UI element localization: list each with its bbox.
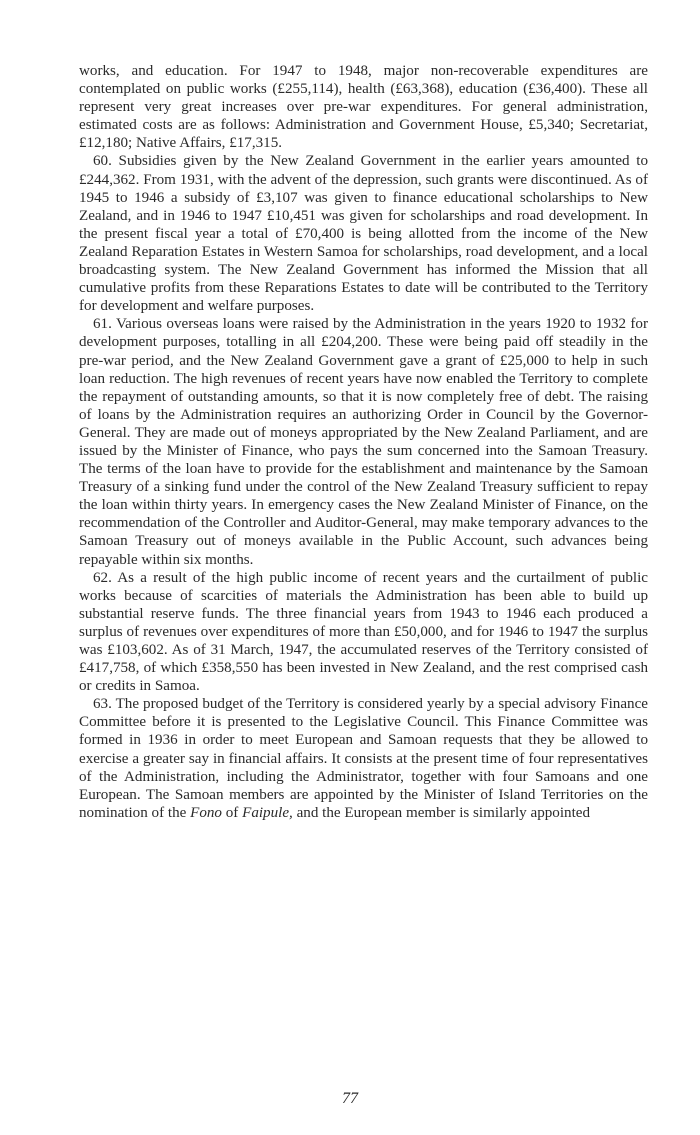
- paragraph-63-text: 63. The proposed budget of the Territory is considered yearly by a special advisory Finance Committee before it is presented to the Legislative Council. This Finance Committee was formed in 1936 in order to meet European and Samoan requests that they be allowed to exercise a greater say in financial affairs. It consists at the present time of four representatives of the Administration, including the Administrator, together with four Samoans and one European. The Samoan members are appointed by the Minister of Island Territories on the nomination of the: [79, 696, 648, 821]
- page-number: 77: [342, 1090, 358, 1107]
- paragraph-63: [79, 695, 648, 822]
- paragraph-60: 60. Subsidies given by the New Zealand Government in the earlier years amounted to £244,362. From 1931, with the advent of the depression, such grants were discontinued. As of 1945 to 1946 a subsidy of £3,107 was given to finance educational scholarships to New Zealand, and in 1946 to 1947 £10,451 was given for scholarships and road development. In the present fiscal year a total of £70,400 is being allotted from the income of the New Zealand Reparation Estates in Western Samoa for scholarships, road development, and a local broadcasting system. The New Zealand Government has informed the Mission that all cumulative profits from these Reparations Estates to date will be contributed to the Territory for development and welfare purposes.: [79, 153, 648, 315]
- paragraph-62: 62. As a result of the high public income of recent years and the curtailment of public works because of scarcities of materials the Administration has been able to build up substantial reserve funds. The three financial years from 1943 to 1946 each produced a surplus of revenues over expenditures of more than £50,000, and for 1946 to 1947 the surplus was £103,602. As of 31 March, 1947, the accumulated reserves of the Territory consisted of £417,758, of which £358,550 has been invested in New Zealand, and the rest comprised cash or credits in Samoa.: [79, 569, 648, 695]
- paragraph-63-of: of: [221, 804, 243, 821]
- paragraph-continuation: works, and education. For 1947 to 1948, major non-recoverable expenditures are contemplated on public works (£255,114), health (£63,368), education (£36,400). These all represent very great increases over pre-war expenditures. For general administration, estimated costs are as follows: Administration and Government House, £5,340; Secretariat, £12,180; Native Affairs, £17,315.: [79, 63, 648, 152]
- term-fono: Fono: [190, 804, 222, 821]
- term-faipule: Faipule,: [242, 804, 293, 821]
- paragraph-63-end: and the European member is similarly appointed: [292, 804, 591, 821]
- page-body: [79, 62, 648, 822]
- paragraph-61: 61. Various overseas loans were raised by the Administration in the years 1920 to 1932 for development purposes, totalling in all £204,200. These were being paid off steadily in the pre-war period, and the New Zealand Government gave a grant of £25,000 to help in such loan reduction. The high revenues of recent years have now enabled the Territory to complete the repayment of outstanding amounts, so that it is now completely free of debt. The raising of loans by the Administration requires an authorizing Order in Council by the Governor-General. They are made out of moneys appropriated by the New Zealand Parliament, and are issued by the Minister of Finance, who pays the sum concerned into the Samoan Treasury. The terms of the loan have to provide for the establishment and maintenance by the Samoan Treasury of a sinking fund under the control of the New Zealand Treasury sufficient to repay the loan within thirty years. In emergency cases the New Zealand Minister of Finance, on the recommendation of the Controller and Auditor-General, may make temporary advances to the Samoan Treasury out of moneys available in the Public Account, such advances being repayable within six months.: [79, 316, 648, 568]
